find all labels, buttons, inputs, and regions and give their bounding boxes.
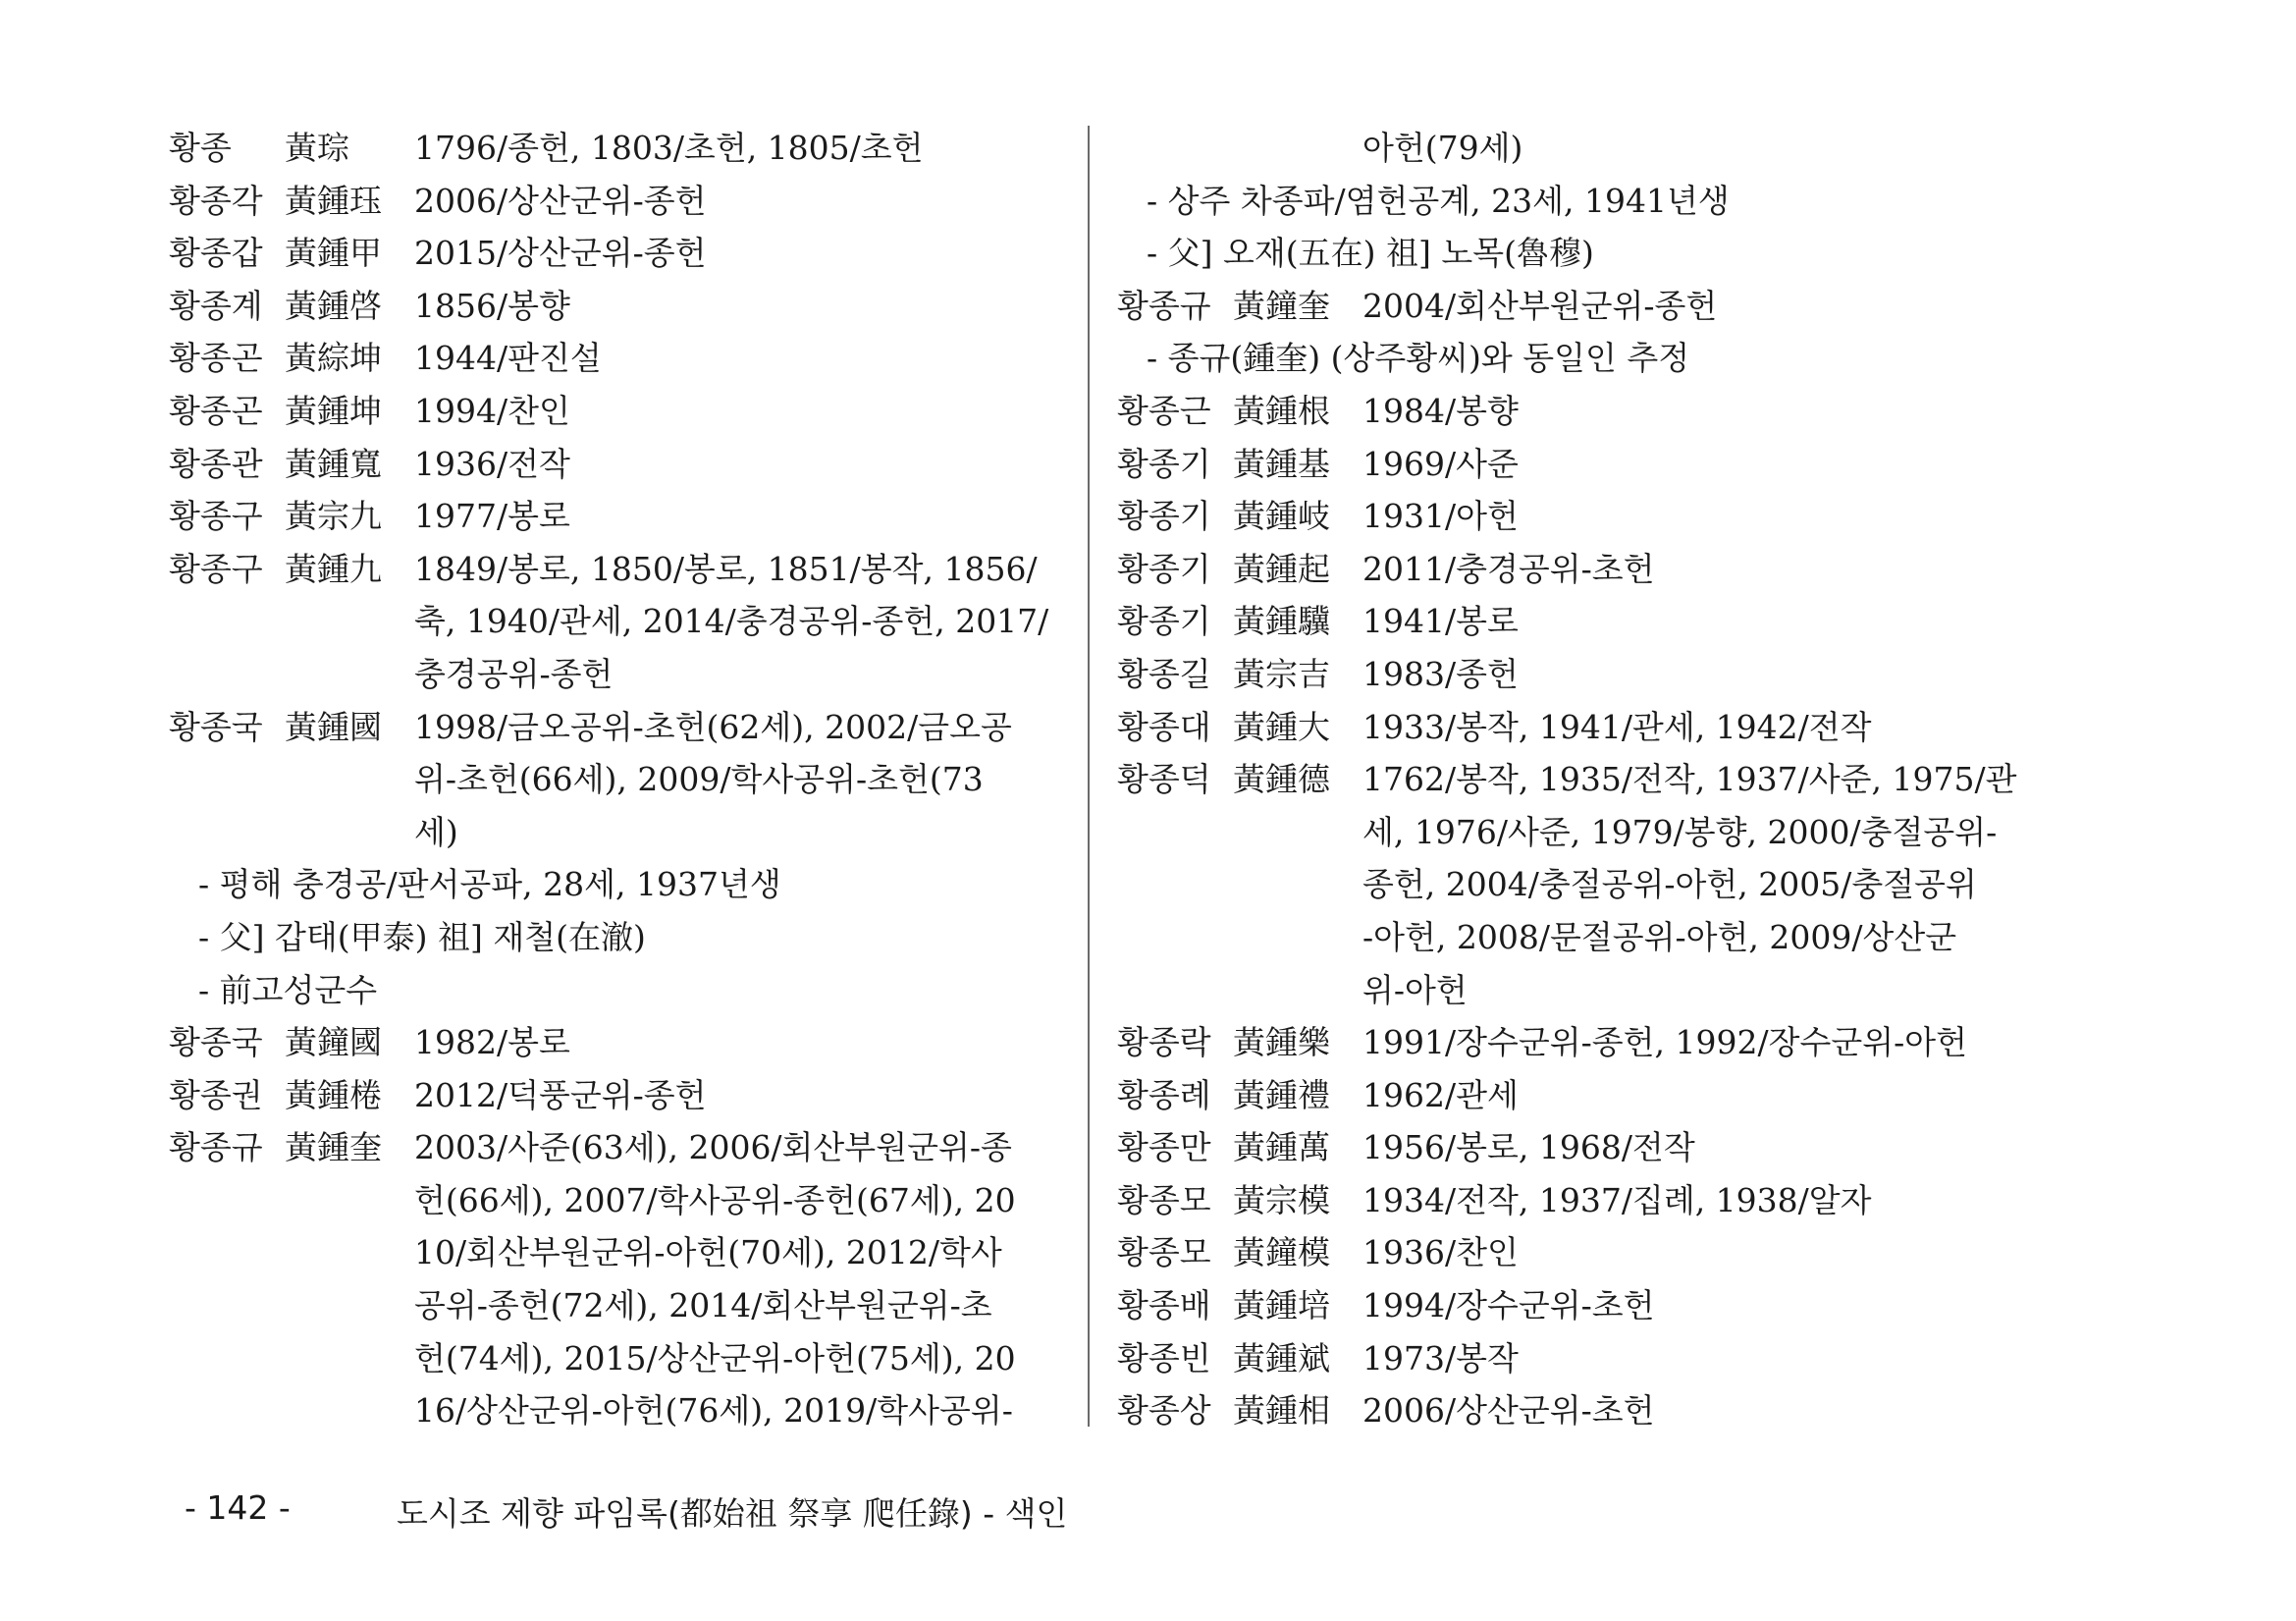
index-entry bbox=[1117, 1226, 2030, 1279]
record-text: 1998/금오공위-초헌(62세), 2002/금오공 bbox=[414, 707, 1012, 746]
hanja-name: 黃綜坤 bbox=[285, 339, 382, 378]
hanja-name: 黃鍾相 bbox=[1233, 1391, 1330, 1431]
index-entry bbox=[169, 227, 1064, 280]
continuation-line bbox=[1117, 122, 2030, 175]
continuation-line bbox=[1117, 911, 2030, 964]
hanja-name: 黃鍾珏 bbox=[285, 181, 382, 220]
column-divider bbox=[1088, 126, 1090, 1427]
index-entry bbox=[1117, 280, 2030, 333]
index-entry bbox=[169, 122, 1064, 175]
hangul-name: 황종권 bbox=[169, 1075, 263, 1114]
note-text: - 父] 오재(五在) 祖] 노목(魯穆) bbox=[1147, 234, 1594, 273]
record-text: 1936/찬인 bbox=[1362, 1233, 1519, 1272]
record-text: 위-초헌(66세), 2009/학사공위-초헌(73 bbox=[414, 760, 984, 799]
note-text: - 평해 충경공/판서공파, 28세, 1937년생 bbox=[198, 865, 781, 904]
index-entry bbox=[1117, 1069, 2030, 1122]
record-text: 1931/아헌 bbox=[1362, 497, 1519, 536]
record-text: 아헌(79세) bbox=[1362, 129, 1523, 167]
index-entry bbox=[169, 543, 1064, 596]
hanja-name: 黃鍾奎 bbox=[285, 1128, 382, 1167]
record-text: 2015/상산군위-종헌 bbox=[414, 234, 707, 273]
index-entry bbox=[1117, 1384, 2030, 1437]
hanja-name: 黃鍾棬 bbox=[285, 1075, 382, 1114]
hanja-name: 黃宗九 bbox=[285, 497, 382, 536]
record-text: 16/상산군위-아헌(76세), 2019/학사공위- bbox=[414, 1391, 1013, 1431]
hangul-name: 황종덕 bbox=[1117, 760, 1211, 799]
hanja-name: 黃鍾培 bbox=[1233, 1286, 1330, 1325]
index-entry bbox=[169, 438, 1064, 491]
hangul-name: 황종곤 bbox=[169, 391, 263, 430]
hangul-name: 황종 bbox=[169, 129, 232, 167]
hangul-name: 황종빈 bbox=[1117, 1338, 1211, 1378]
hanja-name: 黃鍾樂 bbox=[1233, 1023, 1330, 1062]
continuation-line bbox=[169, 1332, 1064, 1385]
hangul-name: 황종배 bbox=[1117, 1286, 1211, 1325]
hanja-name: 黃鍾德 bbox=[1233, 760, 1330, 799]
hanja-name: 黃宗模 bbox=[1233, 1180, 1330, 1219]
continuation-line bbox=[169, 753, 1064, 806]
record-text: 1984/봉향 bbox=[1362, 391, 1519, 430]
index-entry bbox=[1117, 1016, 2030, 1069]
record-text: 위-아헌 bbox=[1362, 970, 1468, 1009]
hanja-name: 黃鍾坤 bbox=[285, 391, 382, 430]
record-text: 1982/봉로 bbox=[414, 1023, 570, 1062]
hangul-name: 황종기 bbox=[1117, 549, 1211, 588]
record-text: 1934/전작, 1937/집례, 1938/알자 bbox=[1362, 1180, 1872, 1219]
hanja-name: 黃鍾寬 bbox=[285, 444, 382, 483]
continuation-line bbox=[169, 595, 1064, 648]
continuation-line bbox=[169, 648, 1064, 701]
index-entry bbox=[1117, 701, 2030, 754]
index-entry bbox=[1117, 438, 2030, 491]
hanja-name: 黃鍾甲 bbox=[285, 234, 382, 273]
hanja-name: 黃鍾驥 bbox=[1233, 602, 1330, 641]
record-text: 종헌, 2004/충절공위-아헌, 2005/충절공위 bbox=[1362, 865, 1977, 904]
hangul-name: 황종모 bbox=[1117, 1180, 1211, 1219]
hangul-name: 황종구 bbox=[169, 497, 263, 536]
record-text: 1983/종헌 bbox=[1362, 654, 1519, 693]
index-entry bbox=[1117, 753, 2030, 806]
index-entry bbox=[1117, 595, 2030, 648]
record-text: 공위-종헌(72세), 2014/회산부원군위-초 bbox=[414, 1286, 992, 1325]
record-text: 2003/사준(63세), 2006/회산부원군위-종 bbox=[414, 1128, 1012, 1167]
record-text: -아헌, 2008/문절공위-아헌, 2009/상산군 bbox=[1362, 917, 1957, 956]
record-text: 10/회산부원군위-아헌(70세), 2012/학사 bbox=[414, 1233, 1002, 1272]
hangul-name: 황종곤 bbox=[169, 339, 263, 378]
record-text: 1849/봉로, 1850/봉로, 1851/봉작, 1856/ bbox=[414, 549, 1038, 588]
hangul-name: 황종락 bbox=[1117, 1023, 1211, 1062]
book-title: 도시조 제향 파임록(都始祖 祭享 爬任錄) - 색인 bbox=[397, 1494, 1068, 1533]
index-entry bbox=[169, 1069, 1064, 1122]
hanja-name: 黃鍾啓 bbox=[285, 286, 382, 325]
hangul-name: 황종계 bbox=[169, 286, 263, 325]
index-entry bbox=[169, 385, 1064, 438]
record-text: 1762/봉작, 1935/전작, 1937/사준, 1975/관 bbox=[1362, 760, 2017, 799]
continuation-line bbox=[1117, 964, 2030, 1017]
hangul-name: 황종국 bbox=[169, 1023, 263, 1062]
record-text: 세, 1976/사준, 1979/봉향, 2000/충절공위- bbox=[1362, 812, 1998, 851]
index-entry bbox=[169, 175, 1064, 228]
hanja-name: 黃鍾斌 bbox=[1233, 1338, 1330, 1378]
hanja-name: 黃鍾國 bbox=[285, 707, 382, 746]
index-entry bbox=[1117, 1121, 2030, 1174]
record-text: 1969/사준 bbox=[1362, 444, 1519, 483]
right-column bbox=[1117, 122, 2030, 1437]
hangul-name: 황종기 bbox=[1117, 497, 1211, 536]
note-text: - 상주 차종파/염헌공계, 23세, 1941년생 bbox=[1147, 181, 1730, 220]
continuation-line bbox=[169, 1384, 1064, 1437]
note-text: - 종규(鍾奎) (상주황씨)와 동일인 추정 bbox=[1147, 339, 1690, 378]
index-entry bbox=[169, 280, 1064, 333]
hanja-name: 黃鐘國 bbox=[285, 1023, 382, 1062]
hanja-name: 黃鐘奎 bbox=[1233, 286, 1330, 325]
record-text: 1941/봉로 bbox=[1362, 602, 1519, 641]
record-text: 1994/장수군위-초헌 bbox=[1362, 1286, 1655, 1325]
record-text: 헌(66세), 2007/학사공위-종헌(67세), 20 bbox=[414, 1180, 1016, 1219]
record-text: 2006/상산군위-초헌 bbox=[1362, 1391, 1655, 1431]
index-entry bbox=[169, 1121, 1064, 1174]
hanja-name: 黃鍾起 bbox=[1233, 549, 1330, 588]
index-entry bbox=[1117, 1174, 2030, 1227]
record-text: 1991/장수군위-종헌, 1992/장수군위-아헌 bbox=[1362, 1023, 1968, 1062]
note-line bbox=[169, 858, 1064, 911]
hangul-name: 황종갑 bbox=[169, 234, 263, 273]
hanja-name: 黃鍾基 bbox=[1233, 444, 1330, 483]
record-text: 2011/충경공위-초헌 bbox=[1362, 549, 1655, 588]
hangul-name: 황종길 bbox=[1117, 654, 1211, 693]
hanja-name: 黃鍾禮 bbox=[1233, 1075, 1330, 1114]
page-number: - 142 - bbox=[185, 1488, 291, 1527]
hangul-name: 황종만 bbox=[1117, 1128, 1211, 1167]
note-line bbox=[169, 911, 1064, 964]
hangul-name: 황종근 bbox=[1117, 391, 1211, 430]
hangul-name: 황종기 bbox=[1117, 444, 1211, 483]
record-text: 1856/봉향 bbox=[414, 286, 570, 325]
note-line bbox=[1117, 175, 2030, 228]
hanja-name: 黃鍾大 bbox=[1233, 707, 1330, 746]
index-entry bbox=[1117, 1332, 2030, 1385]
hangul-name: 황종기 bbox=[1117, 602, 1211, 641]
hanja-name: 黃琮 bbox=[285, 129, 349, 167]
hangul-name: 황종상 bbox=[1117, 1391, 1211, 1431]
hanja-name: 黃宗吉 bbox=[1233, 654, 1330, 693]
hanja-name: 黃鐘模 bbox=[1233, 1233, 1330, 1272]
record-text: 충경공위-종헌 bbox=[414, 654, 614, 693]
hanja-name: 黃鍾九 bbox=[285, 549, 382, 588]
note-line bbox=[1117, 227, 2030, 280]
continuation-line bbox=[169, 806, 1064, 859]
index-entry bbox=[169, 701, 1064, 754]
hangul-name: 황종례 bbox=[1117, 1075, 1211, 1114]
hangul-name: 황종규 bbox=[169, 1128, 263, 1167]
note-text: - 前고성군수 bbox=[198, 970, 378, 1009]
index-entry bbox=[1117, 490, 2030, 543]
hangul-name: 황종국 bbox=[169, 707, 263, 746]
hangul-name: 황종규 bbox=[1117, 286, 1211, 325]
continuation-line bbox=[1117, 858, 2030, 911]
index-entry bbox=[169, 490, 1064, 543]
record-text: 1962/관세 bbox=[1362, 1075, 1519, 1114]
index-entry bbox=[169, 332, 1064, 385]
record-text: 1977/봉로 bbox=[414, 497, 570, 536]
continuation-line bbox=[169, 1279, 1064, 1332]
record-text: 1973/봉작 bbox=[1362, 1338, 1519, 1378]
hangul-name: 황종각 bbox=[169, 181, 263, 220]
continuation-line bbox=[169, 1174, 1064, 1227]
left-column bbox=[169, 122, 1064, 1437]
record-text: 1933/봉작, 1941/관세, 1942/전작 bbox=[1362, 707, 1872, 746]
record-text: 세) bbox=[414, 812, 458, 851]
index-entry bbox=[169, 1016, 1064, 1069]
hanja-name: 黃鍾萬 bbox=[1233, 1128, 1330, 1167]
index-entry bbox=[1117, 385, 2030, 438]
record-text: 1956/봉로, 1968/전작 bbox=[1362, 1128, 1695, 1167]
index-entry bbox=[1117, 648, 2030, 701]
record-text: 2004/회산부원군위-종헌 bbox=[1362, 286, 1718, 325]
continuation-line bbox=[169, 1226, 1064, 1279]
record-text: 1796/종헌, 1803/초헌, 1805/초헌 bbox=[414, 129, 924, 167]
continuation-line bbox=[1117, 806, 2030, 859]
hanja-name: 黃鍾岐 bbox=[1233, 497, 1330, 536]
hangul-name: 황종구 bbox=[169, 549, 263, 588]
hangul-name: 황종대 bbox=[1117, 707, 1211, 746]
record-text: 축, 1940/관세, 2014/충경공위-종헌, 2017/ bbox=[414, 602, 1049, 641]
record-text: 1936/전작 bbox=[414, 444, 570, 483]
index-entry bbox=[1117, 543, 2030, 596]
record-text: 1944/판진설 bbox=[414, 339, 602, 378]
record-text: 2006/상산군위-종헌 bbox=[414, 181, 707, 220]
note-line bbox=[169, 964, 1064, 1017]
index-entry bbox=[1117, 1279, 2030, 1332]
hangul-name: 황종관 bbox=[169, 444, 263, 483]
note-line bbox=[1117, 332, 2030, 385]
record-text: 헌(74세), 2015/상산군위-아헌(75세), 20 bbox=[414, 1338, 1016, 1378]
record-text: 2012/덕풍군위-종헌 bbox=[414, 1075, 707, 1114]
hangul-name: 황종모 bbox=[1117, 1233, 1211, 1272]
note-text: - 父] 갑태(甲泰) 祖] 재철(在澈) bbox=[198, 917, 646, 956]
hanja-name: 黃鍾根 bbox=[1233, 391, 1330, 430]
record-text: 1994/찬인 bbox=[414, 391, 570, 430]
